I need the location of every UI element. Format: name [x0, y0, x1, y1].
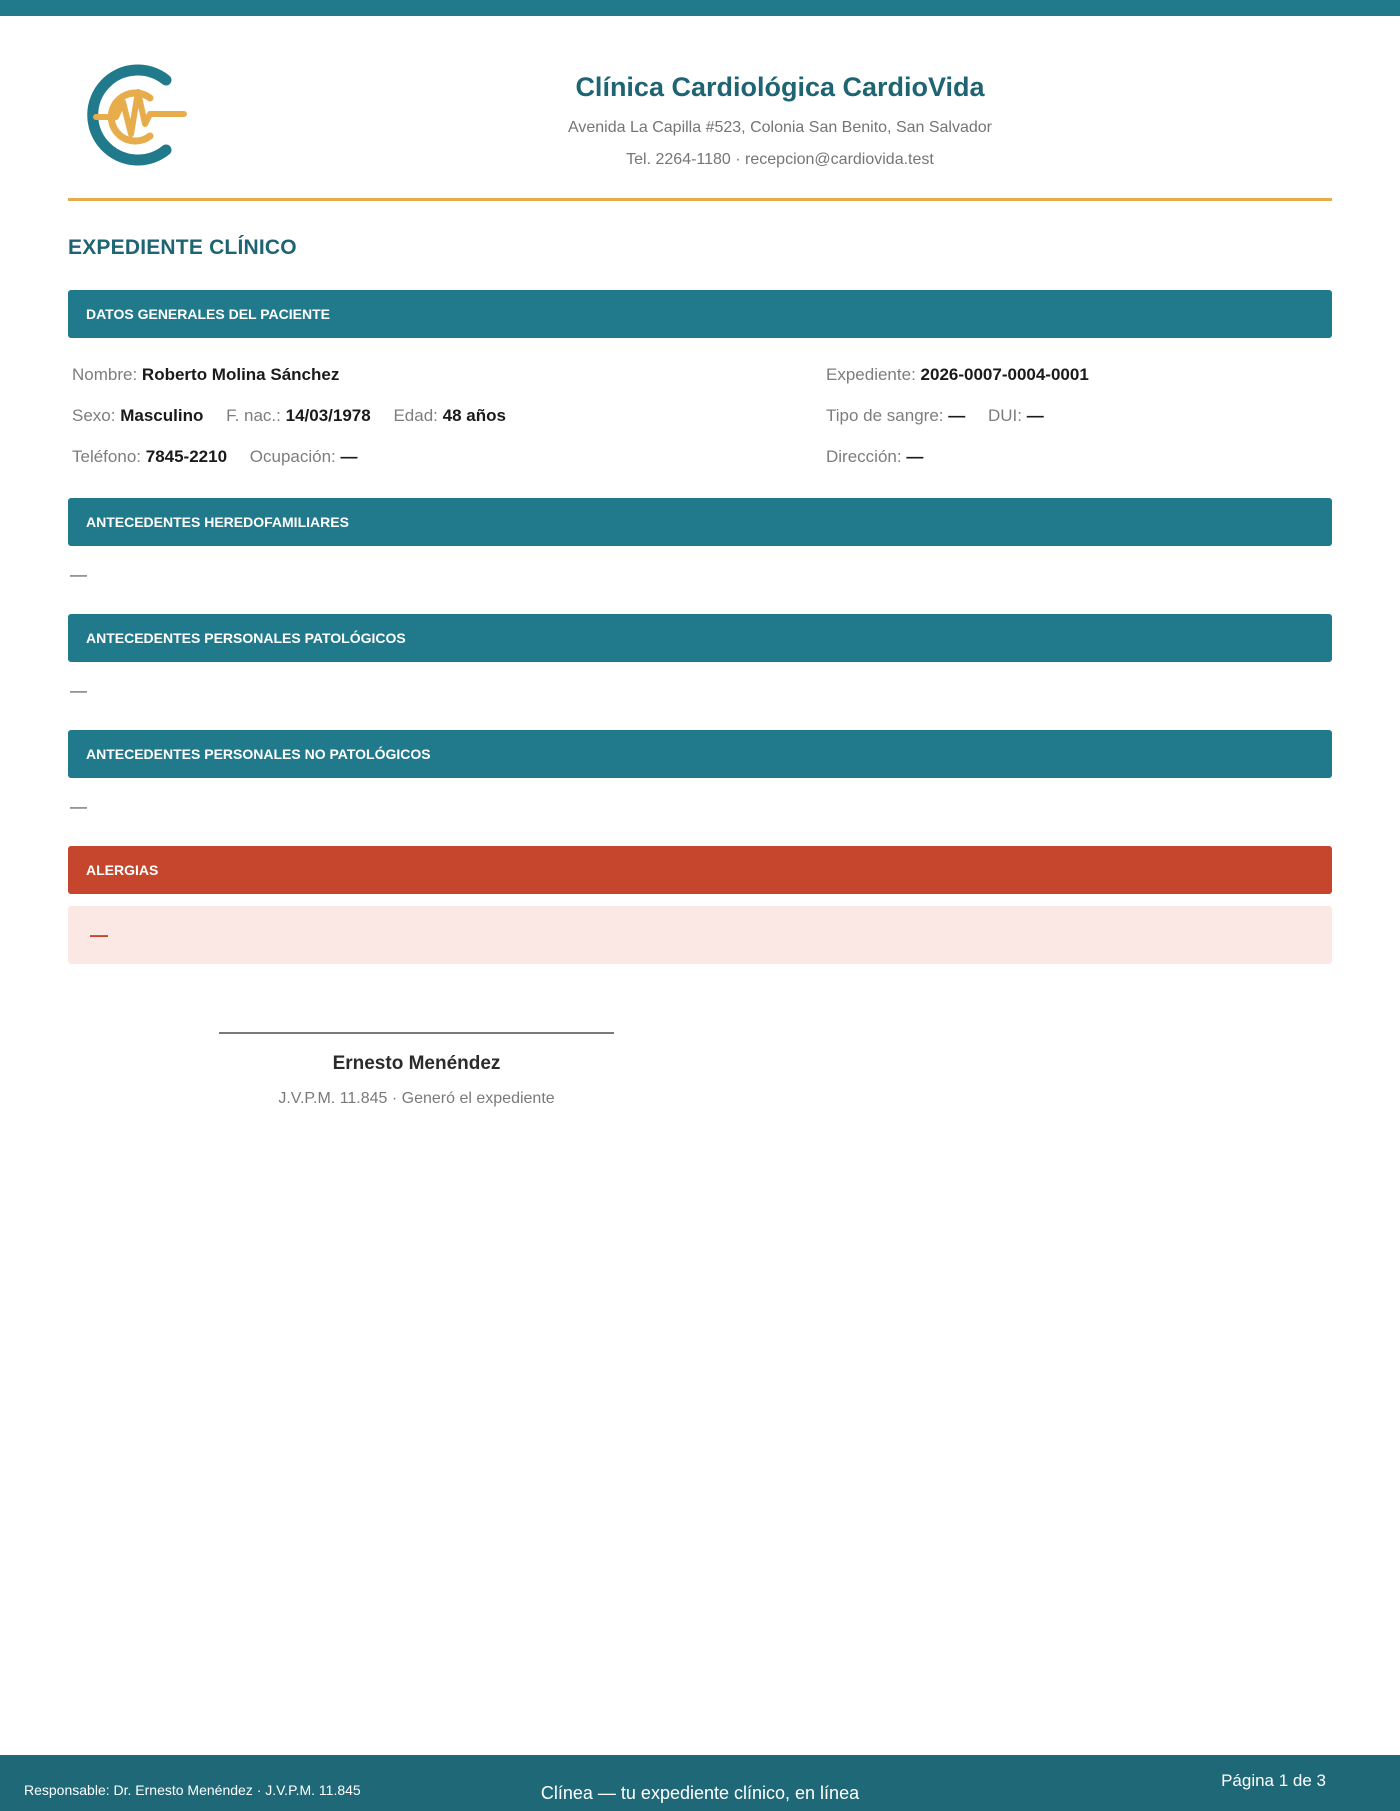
- patient-blood-dui-row: [826, 406, 1062, 426]
- patient-age-value: 48 años: [442, 406, 506, 425]
- clinic-name: Clínica Cardiológica CardioVida: [575, 72, 985, 102]
- clinic-logo: [78, 62, 188, 172]
- patient-address-row: [826, 447, 941, 467]
- footer-responsible: Responsable: Dr. Ernesto Menéndez · J.V.P.M. 11.845: [24, 1782, 361, 1798]
- footer-tagline: Clínea — tu expediente clínico, en línea: [540, 1783, 860, 1803]
- patient-name-label: Nombre:: [72, 365, 138, 384]
- section-allergies-header: ALERGIAS: [68, 846, 1332, 894]
- section-pathological-content: —: [70, 681, 87, 700]
- patient-sex-label: Sexo:: [72, 406, 116, 425]
- patient-dob-value: 14/03/1978: [285, 406, 371, 425]
- heartbeat-c-logo-icon: [78, 62, 188, 172]
- patient-record-value: 2026-0007-0004-0001: [920, 365, 1089, 384]
- signature-subtitle: J.V.P.M. 11.845 · Generó el expediente: [278, 1090, 555, 1107]
- header-divider: [68, 198, 1332, 201]
- patient-address-value: —: [906, 447, 924, 466]
- patient-blood-label: Tipo de sangre:: [826, 406, 944, 425]
- patient-name-row: [72, 365, 357, 385]
- section-general-header: DATOS GENERALES DEL PACIENTE: [68, 290, 1332, 338]
- page-footer: [0, 1755, 1400, 1811]
- patient-occupation-label: Ocupación:: [249, 447, 336, 466]
- signature-line: [219, 1032, 614, 1034]
- patient-dui-label: DUI:: [987, 406, 1022, 425]
- patient-record-row: [826, 365, 1107, 385]
- section-pathological-header: ANTECEDENTES PERSONALES PATOLÓGICOS: [68, 614, 1332, 662]
- section-non-pathological-header: ANTECEDENTES PERSONALES NO PATOLÓGICOS: [68, 730, 1332, 778]
- patient-phone-label: Teléfono:: [72, 447, 141, 466]
- patient-dob-label: F. nac.:: [226, 406, 281, 425]
- allergies-box: [68, 906, 1332, 964]
- footer-page-number: Página 1 de 3: [1221, 1771, 1326, 1790]
- document-title: EXPEDIENTE CLÍNICO: [68, 236, 297, 259]
- patient-name-value: Roberto Molina Sánchez: [141, 365, 340, 384]
- clinic-address: Avenida La Capilla #523, Colonia San Benito, San Salvador: [568, 119, 992, 136]
- clinic-contact: Tel. 2264-1180 · recepcion@cardiovida.test: [626, 151, 934, 168]
- section-hereditary-header: ANTECEDENTES HEREDOFAMILIARES: [68, 498, 1332, 546]
- signature-name: Ernesto Menéndez: [332, 1053, 501, 1074]
- patient-address-label: Dirección:: [826, 447, 902, 466]
- top-accent-bar: [0, 0, 1400, 16]
- patient-age-label: Edad:: [393, 406, 438, 425]
- patient-contact-row: [72, 447, 376, 467]
- patient-record-label: Expediente:: [826, 365, 916, 384]
- patient-phone-value: 7845-2210: [145, 447, 228, 466]
- section-hereditary-content: —: [70, 565, 87, 584]
- patient-dui-value: —: [1026, 406, 1044, 425]
- patient-sex-value: Masculino: [120, 406, 204, 425]
- patient-occupation-value: —: [340, 447, 358, 466]
- section-non-pathological-content: —: [70, 797, 87, 816]
- patient-blood-value: —: [948, 406, 966, 425]
- allergies-content: —: [90, 925, 108, 945]
- patient-demographics-row: [72, 406, 524, 426]
